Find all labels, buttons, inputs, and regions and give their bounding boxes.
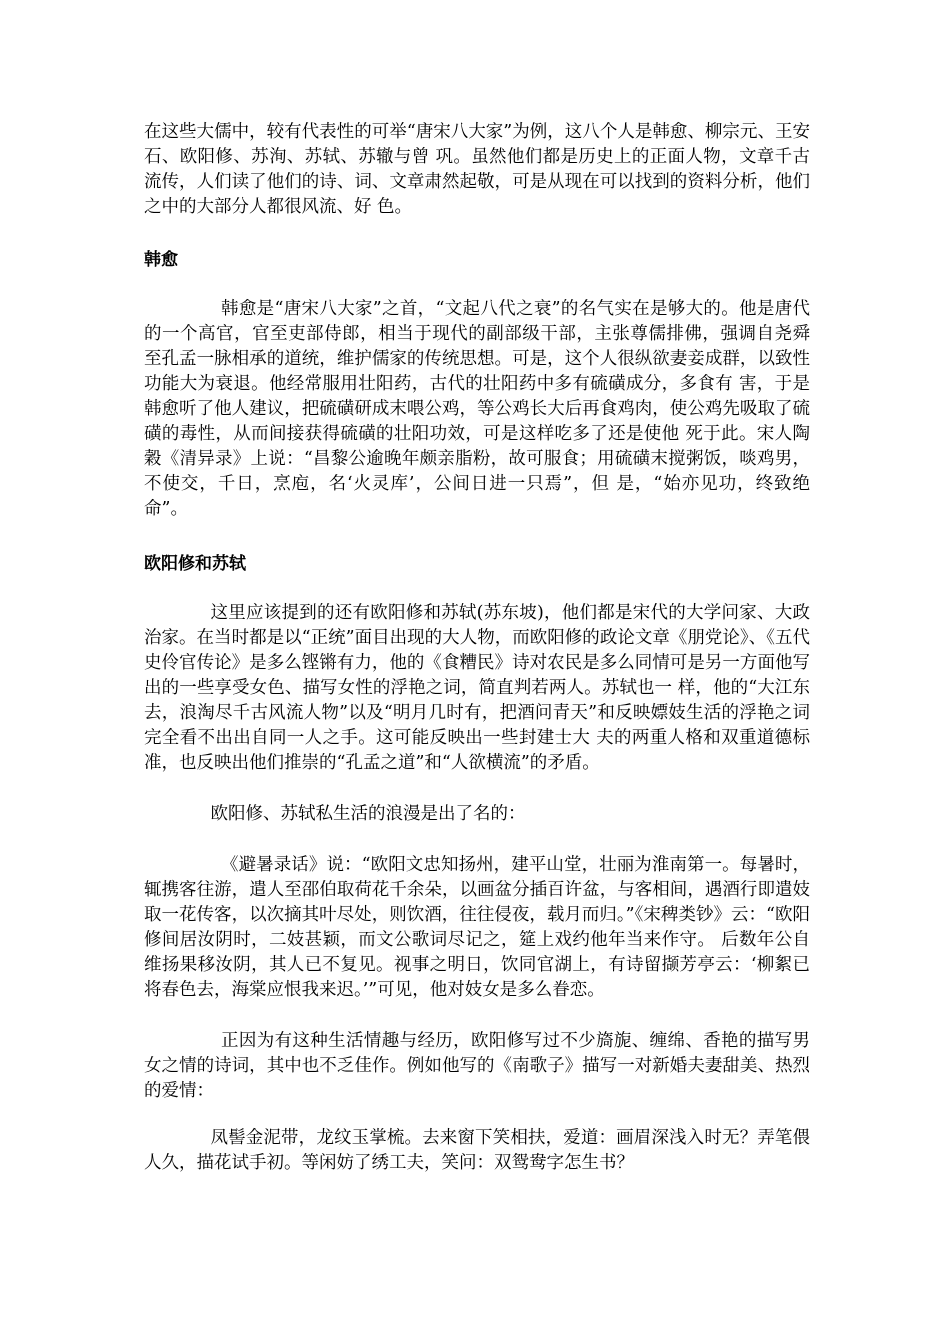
han-yu-paragraph: 韩愈是“唐宋八大家”之首，“文起八代之衰”的名气实在是够大的。他是唐代的一个高官，官至吏部侍郎，相当于现代的副部级干部，主张尊儒排佛，强调自尧舜 至孔孟一脉相承的道统，维护儒家的传统思想。可是，这个人很纵欲妻妾成群，以致性功能大为衰退。他经常服用壮阳药，古代的壮阳药中多有硫磺成分，多食有 害，于是韩愈听了他人建议，把硫磺研成末喂公鸡，等公鸡长大后再食鸡肉，使公鸡先吸取了硫磺的毒性，从而间接获得硫磺的壮阳功效，可是这样吃多了还是使他 死于此。宋人陶穀《清异录》上说：“昌黎公逾晚年颇亲脂粉，故可服食；用硫磺末搅粥饭，啖鸡男，不使交，千日，烹庖，名‘火灵库’，公间日进一只焉”，但 是，“始亦见功，终致绝命”。 bbox=[144, 299, 810, 519]
section-heading-han-yu: 韩愈 bbox=[144, 250, 178, 270]
ouyang-su-paragraph-4: 正因为有这种生活情趣与经历，欧阳修写过不少旖旎、缠绵、香艳的描写男女之情的诗词，其中也不乏佳作。例如他写的《南歌子》描写一对新婚夫妻甜美、热烈的爱情： bbox=[144, 1031, 810, 1101]
section-heading-ouyang-su: 欧阳修和苏轼 bbox=[144, 554, 246, 574]
ouyang-su-paragraph-1: 这里应该提到的还有欧阳修和苏轼(苏东坡)，他们都是宋代的大学问家、大政治家。在当时都是以“正统”面目出现的大人物，而欧阳修的政论文章《朋党论》、《五代史伶官传论》是多么铿锵有力，他的《食糟民》诗对农民是多么同情可是另一方面他写出的一些享受女色、描写女性的浮艳之词，简直判若两人。苏轼也一 样，他的“大江东去，浪淘尽千古风流人物”以及“明月几时有，把酒问青天”和反映嫖妓生活的浮艳之词完全看不出出自同一人之手。这可能反映出一些封建士大 夫的两重人格和双重道德标准，也反映出他们推崇的“孔孟之道”和“人欲横流”的矛盾。 bbox=[144, 603, 810, 773]
poem-paragraph: 凤髻金泥带，龙纹玉掌梳。去来窗下笑相扶，爱道：画眉深浅入时无？弄笔偎人久，描花试手初。等闲妨了绣工夫，笑问：双鸳鸯字怎生书？ bbox=[144, 1128, 810, 1173]
ouyang-su-quote-paragraph: 《避暑录话》说：“欧阳文忠知扬州，建平山堂，壮丽为淮南第一。每暑时，辄携客往游，遣人至邵伯取荷花千余朵，以画盆分插百许盆，与客相间，遇酒行即遣妓 取一花传客，以次摘其叶尽处，则饮酒，往往侵夜，载月而归。”《宋稗类钞》云：“欧阳修间居汝阴时，二妓甚颖，而文公歌词尽记之，筵上戏约他年当来作守。 后数年公自维扬果移汝阴，其人已不复见。视事之明日，饮同官湖上，有诗留撷芳亭云：‘柳絮已将春色去，海棠应恨我来迟。’”可见，他对妓女是多么眷恋。 bbox=[144, 855, 810, 1000]
document-page bbox=[144, 120, 810, 1176]
intro-paragraph: 在这些大儒中，较有代表性的可举“唐宋八大家”为例，这八个人是韩愈、柳宗元、王安石、欧阳修、苏洵、苏轼、苏辙与曾 巩。虽然他们都是历史上的正面人物，文章千古流传，人们读了他们的诗、词、文章肃然起敬，可是从现在可以找到的资料分析，他们之中的大部分人都很风流、好 色。 bbox=[144, 122, 810, 217]
ouyang-su-paragraph-2: 欧阳修、苏轼私生活的浪漫是出了名的： bbox=[210, 804, 526, 824]
